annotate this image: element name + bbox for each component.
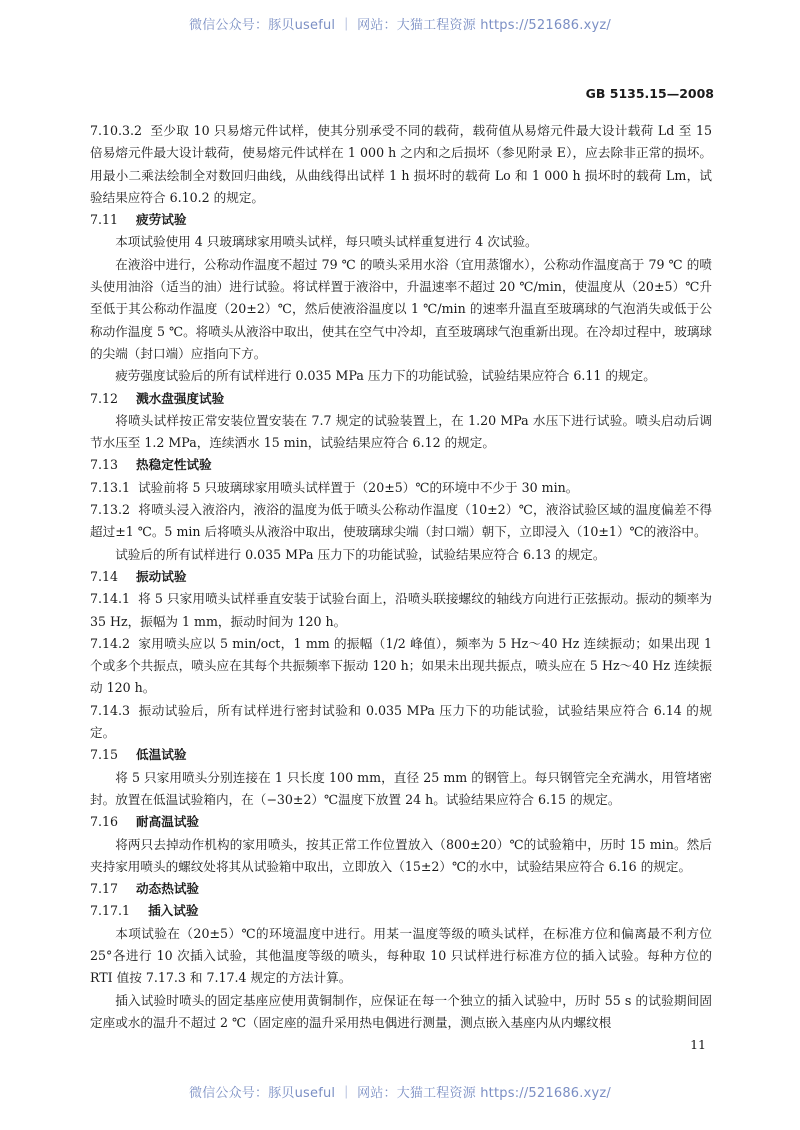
watermark-banner-bottom: 微信公众号：豚贝useful ｜ 网站：大猫工程资源 https://521686.xyz/: [189, 1086, 611, 1101]
section-heading: [90, 209, 712, 231]
body-paragraph: 试验后的所有试样进行 0.035 MPa 压力下的功能试验，试验结果应符合 6.13 的规定。: [115, 546, 606, 562]
clause-number: 7.10.3.2: [90, 123, 143, 138]
body-paragraph: 本项试验在（20±5）℃的环境温度中进行。用某一温度等级的喷头试样，在标准方位和偏离最不利方位 25°各进行 10 次插入试验，其他温度等级的喷头，每种取 10 只试样进行标准方位的插入试验。每种方位的 RTI 值按 7.17.3 和 7.17.4 规定的方法计算。: [90, 925, 712, 986]
body-paragraph: 在液浴中进行，公称动作温度不超过 79 ℃ 的喷头采用水浴（宜用蒸馏水），公称动作温度高于 79 ℃ 的喷头使用油浴（适当的油）进行试验。将试样置于液浴中，升温速率不超过 20 ℃/min，使温度从（20±5）℃升至低于其公称动作温度（20±2）℃，然后使液浴温度以 1 ℃/min 的速率升温直至玻璃球的气泡消失或低于公称动作温度 5 ℃。将喷头从液浴中取出，使其在空气中冷却，直至玻璃球气泡重新出现。在冷却过程中，玻璃球的尖端（封口端）应指向下方。: [90, 256, 713, 361]
section-title: 疲劳试验: [136, 212, 187, 228]
body-paragraph: 疲劳强度试验后的所有试样进行 0.035 MPa 压力下的功能试验，试验结果应符合 6.11 的规定。: [115, 368, 656, 384]
body-paragraph: 本项试验使用 4 只玻璃球家用喷头试样，每只喷头试样重复进行 4 次试验。: [115, 234, 538, 250]
section-number: 7.11: [90, 212, 119, 228]
clause-text: 振动试验后，所有试样进行密封试验和 0.035 MPa 压力下的功能试验，试验结果应符合 6.14 的规定。: [90, 702, 712, 741]
numbered-clause: [90, 588, 712, 633]
section-title: 插入试验: [148, 903, 199, 919]
clause-number: 7.14.3: [90, 702, 131, 718]
section-title: 低温试验: [136, 747, 187, 763]
document-body: [90, 120, 712, 1034]
section-heading: [90, 811, 712, 833]
clause-number: 7.14.2: [90, 635, 131, 651]
section-number: 7.17.1: [90, 903, 131, 919]
clause-number: 7.14.1: [90, 591, 131, 607]
section-heading: [90, 744, 712, 766]
section-title: 振动试验: [136, 568, 187, 584]
section-heading: [90, 388, 712, 410]
section-heading: [90, 566, 712, 588]
section-heading: [90, 878, 712, 900]
section-number: 7.17: [90, 881, 119, 897]
section-heading: [90, 454, 712, 476]
section-number: 7.13: [90, 457, 119, 473]
section-title: 动态热试验: [136, 881, 200, 897]
page-number: 11: [690, 1037, 706, 1052]
clause-text: 试验前将 5 只玻璃球家用喷头试样置于（20±5）℃的环境中不少于 30 min。: [138, 479, 579, 495]
section-title: 热稳定性试验: [136, 457, 212, 473]
body-paragraph: 将 5 只家用喷头分别连接在 1 只长度 100 mm，直径 25 mm 的钢管上。每只钢管完全充满水，用管堵密封。放置在低温试验箱内，在（−30±2）℃温度下放置 24 h。试验结果应符合 6.15 的规定。: [90, 769, 712, 807]
clause-text: 将喷头浸入液浴内，液浴的温度为低于喷头公称动作温度（10±2）℃，液浴试验区域的温度偏差不得超过±1 ℃。5 min 后将喷头从液浴中取出，使玻璃球尖端（封口端）朝下，立即浸入（10±1）℃的液浴中。: [90, 502, 712, 540]
numbered-clause: [90, 633, 712, 700]
section-number: 7.15: [90, 747, 119, 763]
numbered-clause: [90, 120, 712, 209]
clause-number: 7.13.1: [90, 479, 131, 495]
clause-number: 7.13.2: [90, 502, 131, 518]
section-number: 7.16: [90, 814, 119, 830]
body-paragraph: 将喷头试样按正常安装位置安装在 7.7 规定的试验装置上，在 1.20 MPa 水压下进行试验。喷头启动后调节水压至 1.2 MPa，连续洒水 15 min，试验结果应符合 6.12 的规定。: [90, 412, 712, 451]
standard-number: GB 5135.15—2008: [585, 86, 714, 101]
numbered-clause: [90, 700, 712, 745]
body-paragraph: 将两只去掉动作机构的家用喷头，按其正常工作位置放入（800±20）℃的试验箱中，历时 15 min。然后夹持家用喷头的螺纹处将其从试验箱中取出，立即放入（15±2）℃的水中，试验结果应符合 6.16 的规定。: [90, 836, 712, 874]
clause-text: 至少取 10 只易熔元件试样，使其分别承受不同的载荷，载荷值从易熔元件最大设计载荷 Ld 至 15 倍易熔元件最大设计载荷，使易熔元件试样在 1 000 h 之内和之后损坏（参见附录 E），应去除非正常的损坏。用最小二乘法绘制全对数回归曲线，从曲线得出试样 1 h 损坏时的载荷 Lo 和 1 000 h 损坏时的载荷 Lm，试验结果应符合 6.10.2 的规定。: [90, 123, 712, 205]
body-paragraph: 插入试验时喷头的固定基座应使用黄铜制作，应保证在每一个独立的插入试验中，历时 55 s 的试验期间固定座或水的温升不超过 2 ℃（固定座的温升采用热电偶进行测量，测点嵌入基座内从内螺纹根: [90, 992, 712, 1030]
section-title: 溅水盘强度试验: [136, 390, 225, 406]
numbered-clause: [90, 499, 712, 544]
clause-text: 家用喷头应以 5 min/oct，1 mm 的振幅（1/2 峰值），频率为 5 Hz～40 Hz 连续振动；如果出现 1 个或多个共振点，喷头应在其每个共振频率下振动 120 h；如果未出现共振点，喷头应在 5 Hz～40 Hz 连续振动 120 h。: [90, 635, 712, 696]
section-number: 7.14: [90, 568, 119, 584]
section-heading: [90, 900, 712, 922]
section-number: 7.12: [90, 390, 119, 406]
clause-text: 将 5 只家用喷头试样垂直安装于试验台面上，沿喷头联接螺纹的轴线方向进行正弦振动。振动的频率为 35 Hz，振幅为 1 mm，振动时间为 120 h。: [90, 591, 712, 629]
watermark-banner-top: 微信公众号：豚贝useful ｜ 网站：大猫工程资源 https://521686.xyz/: [189, 18, 611, 33]
section-title: 耐高温试验: [136, 814, 200, 830]
numbered-clause: [90, 477, 712, 499]
